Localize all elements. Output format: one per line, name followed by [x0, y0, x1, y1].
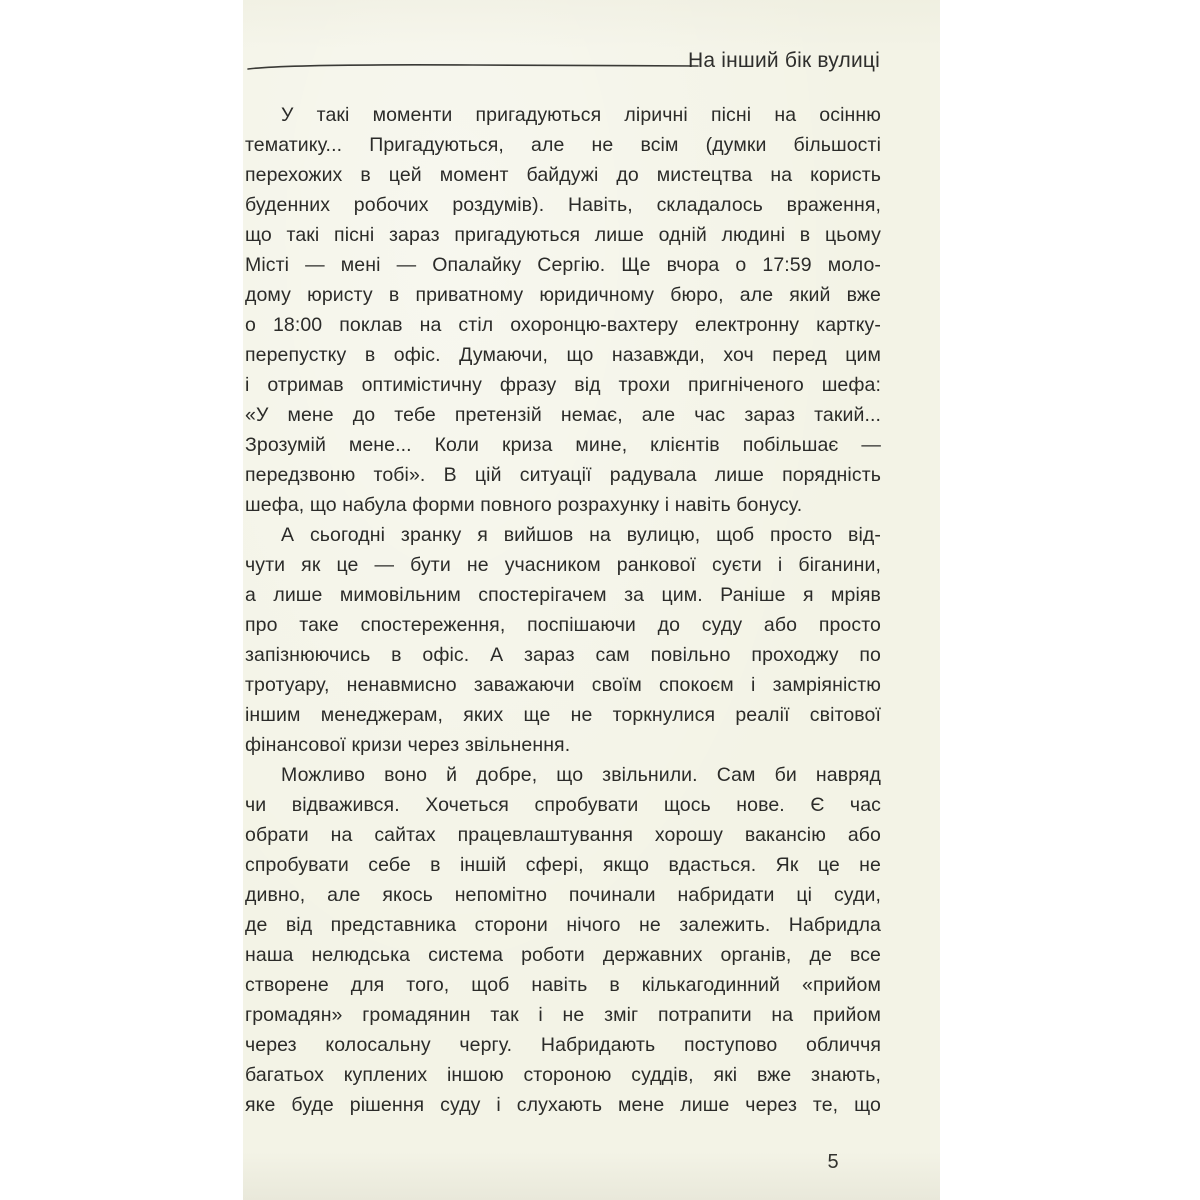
- text-line: Місті — мені — Опалайку Сергію. Ще вчора о 17:59 моло-: [245, 254, 881, 276]
- text-line: громадян» громадянин так і не зміг потрапити на прийом: [245, 1004, 881, 1026]
- text-line: через колосальну чергу. Набридають поступово обличчя: [245, 1034, 881, 1056]
- text-line: наша нелюдська система роботи державних органів, де все: [245, 944, 881, 966]
- text-line: а лише мимовільним спостерігачем за цим. Раніше я мріяв: [245, 584, 881, 606]
- text-line: дивно, але якось непомітно починали набридати ці суди,: [245, 884, 881, 906]
- text-line: про таке спостереження, поспішаючи до суду або просто: [245, 614, 881, 636]
- text-line: створене для того, щоб навіть в кількагодинний «прийом: [245, 974, 881, 996]
- text-line: яке буде рішення суду і слухають мене лише через те, що: [245, 1094, 881, 1116]
- text-line: передзвоню тобі». В цій ситуації радувала лише порядність: [245, 464, 881, 486]
- text-line: чути як це — бути не учасником ранкової суєти і біганини,: [245, 554, 881, 576]
- running-head: [243, 44, 940, 80]
- text-line: перехожих в цей момент байдужі до мистецтва на користь: [245, 164, 881, 186]
- text-line: і отримав оптимістичну фразу від трохи пригніченого шефа:: [245, 374, 881, 396]
- book-page-paper: [243, 0, 940, 1200]
- text-line: що такі пісні зараз пригадуються лише одній людині в цьому: [245, 224, 881, 246]
- header-rule-line: [247, 62, 699, 72]
- text-line: де від представника сторони нічого не залежить. Набридла: [245, 914, 881, 936]
- text-line: багатьох куплених іншою стороною суддів, які вже знають,: [245, 1064, 881, 1086]
- running-head-title: На інший бік вулиці: [687, 49, 880, 72]
- text-line: У такі моменти пригадуються ліричні пісні на осінню: [281, 104, 881, 126]
- text-line: «У мене до тебе претензій немає, але час зараз такий...: [245, 404, 881, 426]
- text-line: перепустку в офіс. Думаючи, що назавжди, хоч перед цим: [245, 344, 881, 366]
- page-text: [245, 100, 881, 1120]
- text-line: чи відважився. Хочеться спробувати щось нове. Є час: [245, 794, 881, 816]
- text-line: дому юристу в приватному юридичному бюро, але який вже: [245, 284, 881, 306]
- page-number: 5: [827, 1151, 839, 1173]
- text-line: тематику... Пригадуються, але не всім (думки більшості: [245, 134, 881, 156]
- text-line: буденних робочих роздумів). Навіть, складалось враження,: [245, 194, 881, 216]
- text-line: фінансової кризи через звільнення.: [245, 734, 571, 756]
- text-line: спробувати себе в іншій сфері, якщо вдасться. Як це не: [245, 854, 881, 876]
- text-line: А сьогодні зранку я вийшов на вулицю, щоб просто від-: [281, 524, 881, 546]
- text-line: тротуару, ненавмисно заважаючи своїм спокоєм і замріяністю: [245, 674, 881, 696]
- text-line: шефа, що набула форми повного розрахунку і навіть бонусу.: [245, 494, 803, 516]
- text-line: запізнюючись в офіс. А зараз сам повільно проходжу по: [245, 644, 881, 666]
- text-line: обрати на сайтах працевлаштування хорошу вакансію або: [245, 824, 881, 846]
- text-line: Можливо воно й добре, що звільнили. Сам би навряд: [281, 764, 881, 786]
- text-line: о 18:00 поклав на стіл охоронцю-вахтеру електронну картку-: [245, 314, 881, 336]
- text-line: Зрозумій мене... Коли криза мине, клієнтів побільшає —: [245, 434, 881, 456]
- text-line: іншим менеджерам, яких ще не торкнулися реалії світової: [245, 704, 881, 726]
